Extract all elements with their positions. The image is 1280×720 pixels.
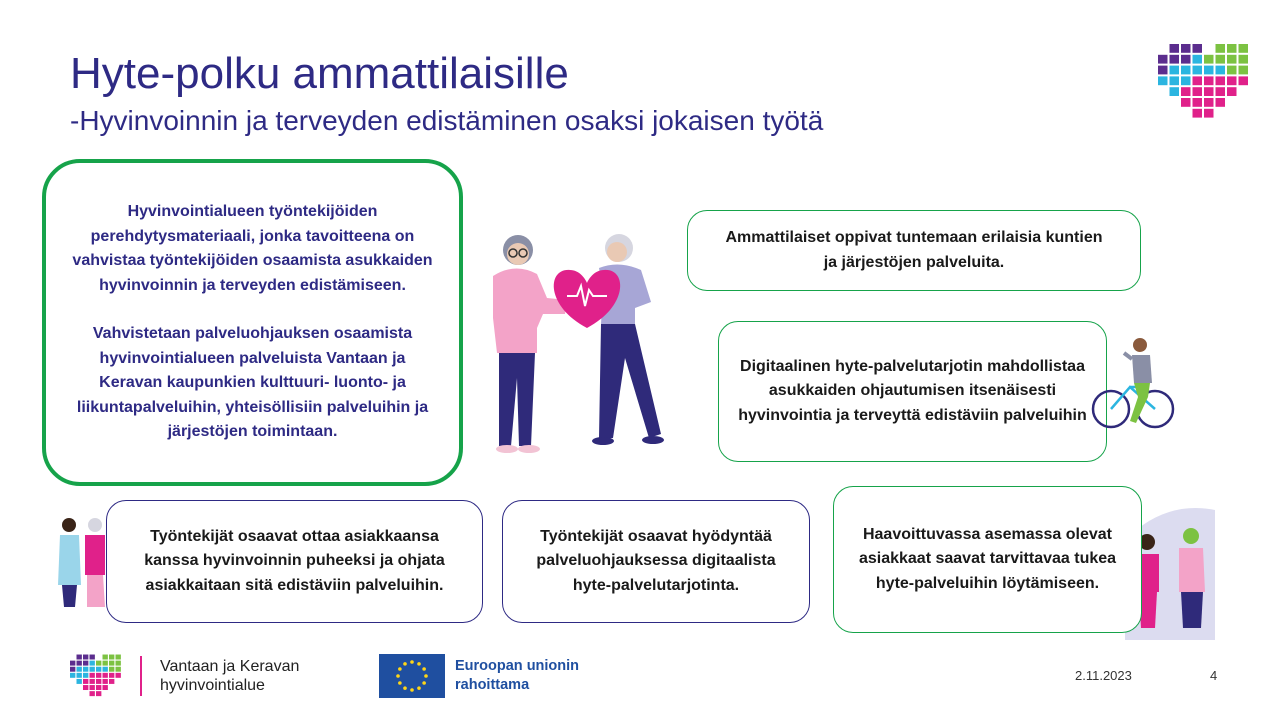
talk-text: Työntekijät osaavat ottaa asiakkaansa kanssa hyvinvoinnin puheeksi ja ohjata asiakkaitaan sitä edistäviin palveluihin. <box>144 527 445 594</box>
main-paragraph-2: Vahvistetaan palveluohjauksen osaamista hyvinvointialueen palveluista Vantaan ja Keravan kaupunkien kulttuuri- luonto- ja liikuntapalveluihin, yhteisöllisiin palveluihin ja järjestöjen toimintaan. <box>76 325 429 441</box>
utilize-box <box>502 500 810 623</box>
utilize-text: Työntekijät osaavat hyödyntää palveluohjauksessa digitaalista hyte-palvelutarjotinta. <box>536 527 776 594</box>
slide-title: Hyte-polku ammattilaisille <box>70 49 569 98</box>
main-paragraph-1: Hyvinvointialueen työntekijöiden perehdytysmateriaali, jonka tavoitteena on vahvistaa työntekijöiden osaamista asukkaiden hyvinvoinnin ja terveyden edistämiseen. <box>72 203 433 294</box>
eu-funding-line-2: rahoittama <box>455 677 530 693</box>
eu-funding-label <box>455 657 579 695</box>
talk-box <box>106 500 483 623</box>
services-box <box>687 210 1141 291</box>
vulnerable-box <box>833 486 1142 633</box>
vulnerable-text: Haavoittuvassa asemassa olevat asiakkaat saavat tarvittavaa tukea hyte-palveluihin löytämiseen. <box>858 525 1117 592</box>
hyte-heart-logo-icon <box>1158 44 1250 120</box>
org-name-line-1: Vantaan ja Keravan <box>160 658 300 675</box>
services-text: Ammattilaiset oppivat tuntemaan erilaisia kuntien ja järjestöjen palveluita. <box>725 229 1103 271</box>
nurse-patient-illustration <box>55 515 110 609</box>
eu-funding-line-1: Euroopan unionin <box>455 658 580 674</box>
digital-text: Digitaalinen hyte-palvelutarjotin mahdollistaa asukkaiden ohjautumisen itsenäisesti hyvinvointia ja terveyttä edistäviin palveluihin <box>738 357 1087 424</box>
hyte-heart-logo-small-icon <box>70 654 122 698</box>
slide-date: 2.11.2023 <box>1075 668 1132 683</box>
main-description-box <box>42 159 463 486</box>
org-name <box>160 657 299 695</box>
slide-subtitle: -Hyvinvoinnin ja terveyden edistäminen osaksi jokaisen työtä <box>70 105 824 136</box>
cyclist-illustration <box>1090 335 1178 435</box>
people-holding-heart-illustration <box>485 228 670 460</box>
footer-divider <box>140 656 142 696</box>
eu-flag-icon <box>379 654 445 698</box>
slide-number: 4 <box>1210 668 1218 683</box>
org-name-line-2: hyvinvointialue <box>160 677 265 694</box>
digital-box <box>718 321 1107 462</box>
